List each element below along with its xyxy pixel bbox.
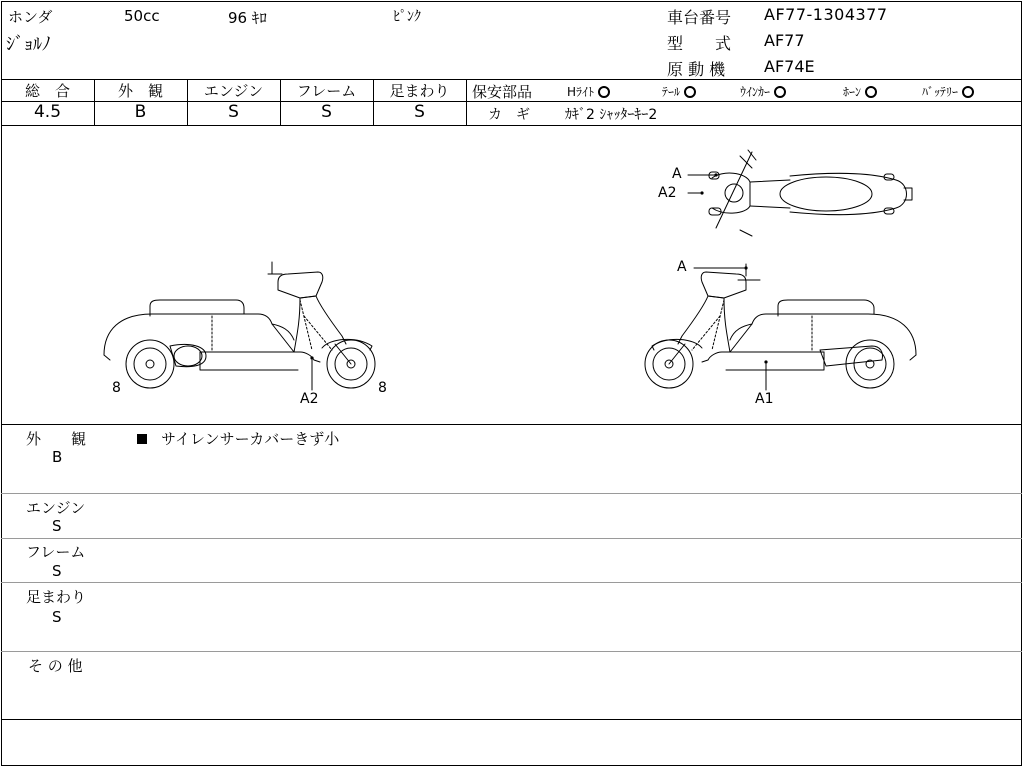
section-grade-frame: S	[52, 562, 62, 580]
label-a-top: A	[672, 166, 682, 182]
section-note-exterior: サイレンサーカバーきず小	[137, 428, 339, 449]
divider	[1, 538, 1022, 539]
rating-label-frame: フレーム	[296, 82, 357, 100]
scooter-top-view	[688, 150, 912, 236]
safety-mid-line	[467, 101, 1022, 102]
rating-value-engine: S	[228, 102, 239, 122]
section-label-suspension: 足まわり	[26, 588, 87, 606]
rating-value-overall: 4.5	[33, 102, 62, 122]
section-label-other: そ の 他	[28, 657, 83, 675]
label-a-right: A	[677, 259, 687, 275]
model-name: ｼﾞｮﾙﾉ	[6, 34, 51, 55]
displacement: 50cc	[124, 7, 160, 25]
section-grade-engine: S	[52, 517, 62, 535]
engine-label: 原 動 機	[667, 60, 726, 79]
scooter-diagrams	[0, 126, 1024, 424]
safety-battery: ﾊﾞｯﾃﾘｰ	[922, 83, 974, 100]
ok-circle-icon	[598, 86, 610, 98]
section-label-frame: フレーム	[26, 543, 86, 561]
ok-circle-icon	[865, 86, 877, 98]
ok-circle-icon	[684, 86, 696, 98]
scooter-left-view	[104, 262, 375, 390]
divider	[1, 493, 1022, 494]
safety-horn: ﾎｰﾝ	[843, 83, 877, 100]
scooter-right-view	[645, 264, 916, 390]
key-label: カ ギ	[488, 107, 530, 123]
type-value: AF77	[764, 31, 805, 50]
safety-winker: ｳｲﾝｶｰ	[740, 83, 786, 100]
remarks-bottom-line	[1, 719, 1022, 720]
section-label-engine: エンジン	[26, 499, 86, 517]
type-label: 型 式	[667, 34, 732, 53]
color: ﾋﾟﾝｸ	[393, 9, 421, 25]
safety-tail: ﾃｰﾙ	[662, 83, 696, 100]
frame-no-label: 車台番号	[667, 8, 732, 27]
rating-label-exterior: 外 観	[117, 82, 163, 100]
rating-value-frame: S	[321, 102, 332, 122]
divider	[1, 582, 1022, 583]
rating-divider-5	[466, 79, 467, 125]
maker: ホンダ	[8, 8, 53, 26]
section-grade-exterior: B	[52, 448, 63, 466]
label-a1-right: A1	[755, 391, 774, 407]
engine-value: AF74E	[764, 57, 815, 76]
label-a2-left: A2	[300, 391, 319, 407]
ok-circle-icon	[774, 86, 786, 98]
ok-circle-icon	[962, 86, 974, 98]
rating-label-suspension: 足まわり	[389, 82, 450, 100]
mileage: 96 ｷﾛ	[228, 9, 267, 27]
safety-headlight: Hﾗｲﾄ	[567, 83, 610, 100]
key-value: ｶｷﾞ2 ｼｬｯﾀｰｷｰ2	[565, 107, 658, 123]
rating-value-exterior: B	[134, 102, 147, 122]
section-grade-suspension: S	[52, 608, 62, 626]
rating-value-suspension: S	[414, 102, 425, 122]
rating-label-overall: 総 合	[24, 82, 70, 100]
frame-no: AF77-1304377	[764, 5, 888, 24]
label-front-wheel: 8	[378, 380, 387, 396]
label-a2-top: A2	[658, 185, 677, 201]
label-rear-wheel: 8	[112, 380, 121, 396]
rating-label-engine: エンジン	[203, 82, 264, 100]
remarks-top-line	[1, 424, 1022, 425]
safety-label: 保安部品	[472, 83, 533, 101]
divider	[1, 651, 1022, 652]
bullet-square-icon	[137, 434, 147, 444]
section-label-exterior: 外 観	[26, 430, 87, 448]
